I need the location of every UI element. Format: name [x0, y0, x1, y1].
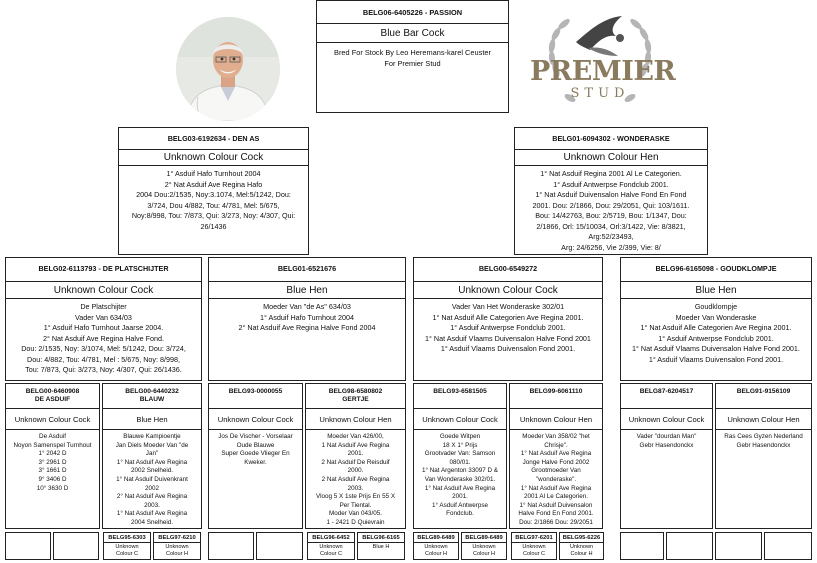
- color-label: Unknown Colour Cock: [628, 415, 705, 424]
- gen4-box-3: [208, 383, 303, 529]
- ring-number: BELG00-6549272: [478, 264, 538, 273]
- gen5-box-13: [620, 532, 664, 560]
- color-label: Unknown Colour C: [115, 544, 139, 557]
- gen5-box-2: [53, 532, 99, 560]
- color-label: Unknown Colour Hen: [519, 415, 593, 424]
- gen5-box-5: [208, 532, 254, 560]
- color-label: Unknown Colour H: [472, 544, 496, 557]
- ring-number: BELG01-6521676: [277, 264, 337, 273]
- grandsire-sire-box: [5, 257, 202, 381]
- color-label: Unknown Colour H: [569, 544, 594, 557]
- gen4-box-2: [102, 383, 202, 529]
- color-label: Unknown Colour Cock: [217, 415, 294, 424]
- pedigree-info: De Platschijter Vader Van 634/03 1° Asduif Hafo Turnhout Jaarse 2004. 2° Nat Asduif Ave Regina Halve Fond. Dou: 2/1535, Noy: 3/1074, Mel: 5/1242, Dou: 3/724, Dou: 4/882, Tou: 4/781, Mel : 5/675, Noy: 8/998, Tou: 7/873, Qui: 3/273, Noy: 4/307, Qui: 26/1436.: [21, 302, 186, 374]
- color-label: Unknown Colour Hen: [319, 415, 392, 424]
- subject-info: Bred For Stock By Leo Heremans-karel Ceuster For Premier Stud: [334, 48, 491, 68]
- ring-number: BELG93-6581505: [433, 388, 487, 395]
- color-label: Blue Hen: [695, 285, 737, 296]
- sire-ring: BELG03-6192634 - DEN AS: [167, 134, 260, 143]
- ring-number: BELG96-6452: [312, 535, 350, 541]
- gen4-box-6: [509, 383, 603, 529]
- pedigree-info: Vader "dourdan Man" Gebr Hasendonckx: [636, 433, 697, 449]
- ring-number: BELG89-6489: [417, 535, 455, 541]
- gen4-box-8: [715, 383, 812, 529]
- ring-number: BELG00-6440232 BLAUW: [125, 388, 179, 403]
- ring-number: BELG98-6580802 GERTJE: [328, 388, 383, 403]
- gen4-box-5: [413, 383, 507, 529]
- color-label: Unknown Colour Hen: [727, 415, 800, 424]
- pedigree-info: Vader Van Het Wonderaske 302/01 1° Nat Asduif Alle Categorien Ave Regina 2001. 1° Asduif Antwerpse Fondclub 2001. 1° Nat Asduif Vlaams Duivensalon Halve Fond 2001 1° Asduif Vlaams Duivensalon Fond 2001.: [425, 302, 591, 353]
- dam-ring: BELG01-6094302 - WONDERASKE: [552, 134, 670, 143]
- pedigree-info: De Asduif Noyon Samenspel Turnhout 1° 2042 D 3° 2961 D 3° 1661 D 9° 3406 D 10° 3630 D: [13, 433, 92, 492]
- subject-name: Blue Bar Cock: [380, 28, 445, 39]
- color-label: Unknown Colour H: [165, 544, 189, 557]
- gen5-box-15: [715, 532, 762, 560]
- ring-number: BELG95-6303: [108, 535, 146, 541]
- color-label: Unknown Colour Cock: [14, 415, 91, 424]
- ring-number: BELG91-9156109: [736, 388, 791, 395]
- gen5-box-6: [256, 532, 303, 560]
- gen5-box-8: [357, 532, 405, 560]
- ring-number: BELG96-6165: [362, 535, 400, 541]
- pedigree-info: Blauwe Kampioentje Jan Diels Moeder Van "de Jan" 1° Nat Asduif Ave Regina 2002 Snelheid. 1° Nat Asduif Duivenkrant 2002 2° Nat Asduif Ave Regina 2003. 1° Nat Asduif Ave Regina 2004 Snelheid.: [115, 433, 189, 526]
- subject-box: [316, 0, 509, 113]
- gen5-box-10: [461, 532, 507, 560]
- ring-number: BELG02-6113793 - DE PLATSCHIJTER: [38, 264, 169, 273]
- pedigree-info: Jos De Vischer - Vorselaar Oude Blauwe Super Goede Vlieger En Kweker.: [218, 433, 293, 466]
- gen5-box-9: [413, 532, 459, 560]
- logo-text-stud: STUD: [570, 86, 630, 101]
- color-label: Blue H: [372, 544, 390, 550]
- gen5-box-1: [5, 532, 51, 560]
- ring-number: BELG89-6489: [465, 535, 503, 541]
- dam-box: [514, 127, 708, 255]
- ring-number: BELG97-6201: [515, 535, 553, 541]
- granddam-dam-box: [620, 257, 812, 381]
- color-label: Unknown Colour C: [319, 544, 343, 557]
- ring-number: BELG93-0000055: [228, 388, 283, 395]
- pedigree-info: Moeder Van "de As" 634/03 1° Asduif Hafo Turnhout 2004 2° Nat Asduif Ave Regina Halve Fond 2004: [238, 302, 376, 332]
- color-label: Blue Hen: [136, 415, 168, 424]
- grandsire-dam-box: [413, 257, 603, 381]
- color-label: Unknown Colour H: [424, 544, 448, 557]
- ring-number: BELG95-6226: [562, 535, 601, 541]
- pedigree-info: Moeder Van 426/00, 1 Nat Asduif Ave Regina 2001. 2 Nat Asduif De Reisduif 2000. 2 Nat Asduif Ave Regina 2003. Vloog 5 X 1ste Prijs En 55 X Per Tiental. Moder Van 043/05. 1 - 2421 D Quievrain: [315, 433, 396, 526]
- color-label: Unknown Colour Cock: [458, 285, 558, 296]
- logo-text-premier: PREMIER: [530, 56, 676, 87]
- color-label: Unknown Colour Cock: [422, 415, 498, 424]
- dam-color: Unknown Colour Hen: [563, 152, 659, 163]
- gen5-box-14: [666, 532, 713, 560]
- owner-photo: [176, 17, 280, 121]
- granddam-sire-box: [208, 257, 406, 381]
- gen5-box-16: [764, 532, 812, 560]
- gen5-box-7: [307, 532, 355, 560]
- gen5-box-11: [511, 532, 557, 560]
- ring-number: BELG96-6165098 - GOUDKLOMPJE: [655, 264, 777, 273]
- pedigree-info: Goede Witpen 18 X 1° Prijs Grootvader Van: Samson 080/01. 1° Nat Argenton 33097 D & Van Wonderaske 302/01. 1° Nat Asduif Ave Regina 2001. 1° Asduif Antwerpse Fondclub.: [421, 433, 499, 518]
- pedigree-info: Moeder Van 358/02 "het Chrisje". 1° Nat Asduif Ave Regina Jonge Halve Fond 2002 Grootmoeder Van "wonderaske". 1° Nat Asduif Ave Regina 2001 Al Le Categorien. 1° Nat Asduif Duivensalon Halve Fond En Fond 2001. Dou: 2/1866 Dou: 29/2051: [518, 433, 594, 526]
- ring-number: BELG87-6204517: [639, 388, 694, 395]
- color-label: Unknown Colour Cock: [53, 285, 154, 296]
- sire-color: Unknown Colour Cock: [163, 152, 264, 163]
- ring-number: BELG00-6460908 DE ASDUIF: [25, 388, 80, 403]
- gen5-box-3: [103, 532, 151, 560]
- ring-number: BELG99-6061110: [529, 388, 583, 395]
- gen4-box-7: [620, 383, 713, 529]
- gen4-box-4: [305, 383, 406, 529]
- sire-box: [118, 127, 309, 255]
- pedigree-info: Ras Cees Gyzen Nederland Gebr Hasendonckx: [724, 433, 803, 449]
- subject-ring: BELG06-6405226 - PASSION: [362, 8, 463, 17]
- pedigree-info: Goudklompje Moeder Van Wonderaske 1° Nat Asduif Alle Categorien Ave Regina 2001. 1° Asduif Antwerpse Fondclub 2001. 1° Nat Asduif Vlaams Duivensalon Halve Fond 2001. 1° Asduif Vlaams Duivensalon Fond 2001.: [632, 302, 800, 364]
- gen4-box-1: [5, 383, 100, 529]
- premier-stud-logo: [530, 12, 676, 117]
- gen5-box-4: [153, 532, 201, 560]
- sire-info: 1° Asduif Hafo Turnhout 2004 2° Nat Asduif Ave Regina Hafo 2004 Dou:2/1535, Noy:3.1074, Mel:5/1242, Dou: 3/724, Dou 4/882, Tou: 4/781, Mel: 5/675, Noy:8/998, Tou: 7/873, Qui: 3/273, Noy: 4/307, Qui: 26/1436: [131, 169, 296, 231]
- owner-portrait-image: [176, 17, 280, 121]
- color-label: Unknown Colour C: [522, 544, 546, 557]
- dam-info: 1° Nat Asduif Regina 2001 Al Le Categorien. 1° Asduif Antwerpse Fondclub 2001. 1° Nat Asduif Duivensalon Halve Fond En Fond 2001. Dou: 2/1866, Dou: 29/2051, Qui: 103/1611. Bou: 14/42763, Bou: 2/5719, Bou: 1/1347, Dou: 2/1866, Orl: 15/10034, Orl:3/1422, Vie: 8/3821, Arg:52/23493, Arg: 24/6256, Vie 2/399, Vie: 8/: [532, 169, 690, 252]
- color-label: Blue Hen: [286, 285, 328, 296]
- ring-number: BELG97-6210: [158, 535, 196, 541]
- gen5-box-12: [559, 532, 604, 560]
